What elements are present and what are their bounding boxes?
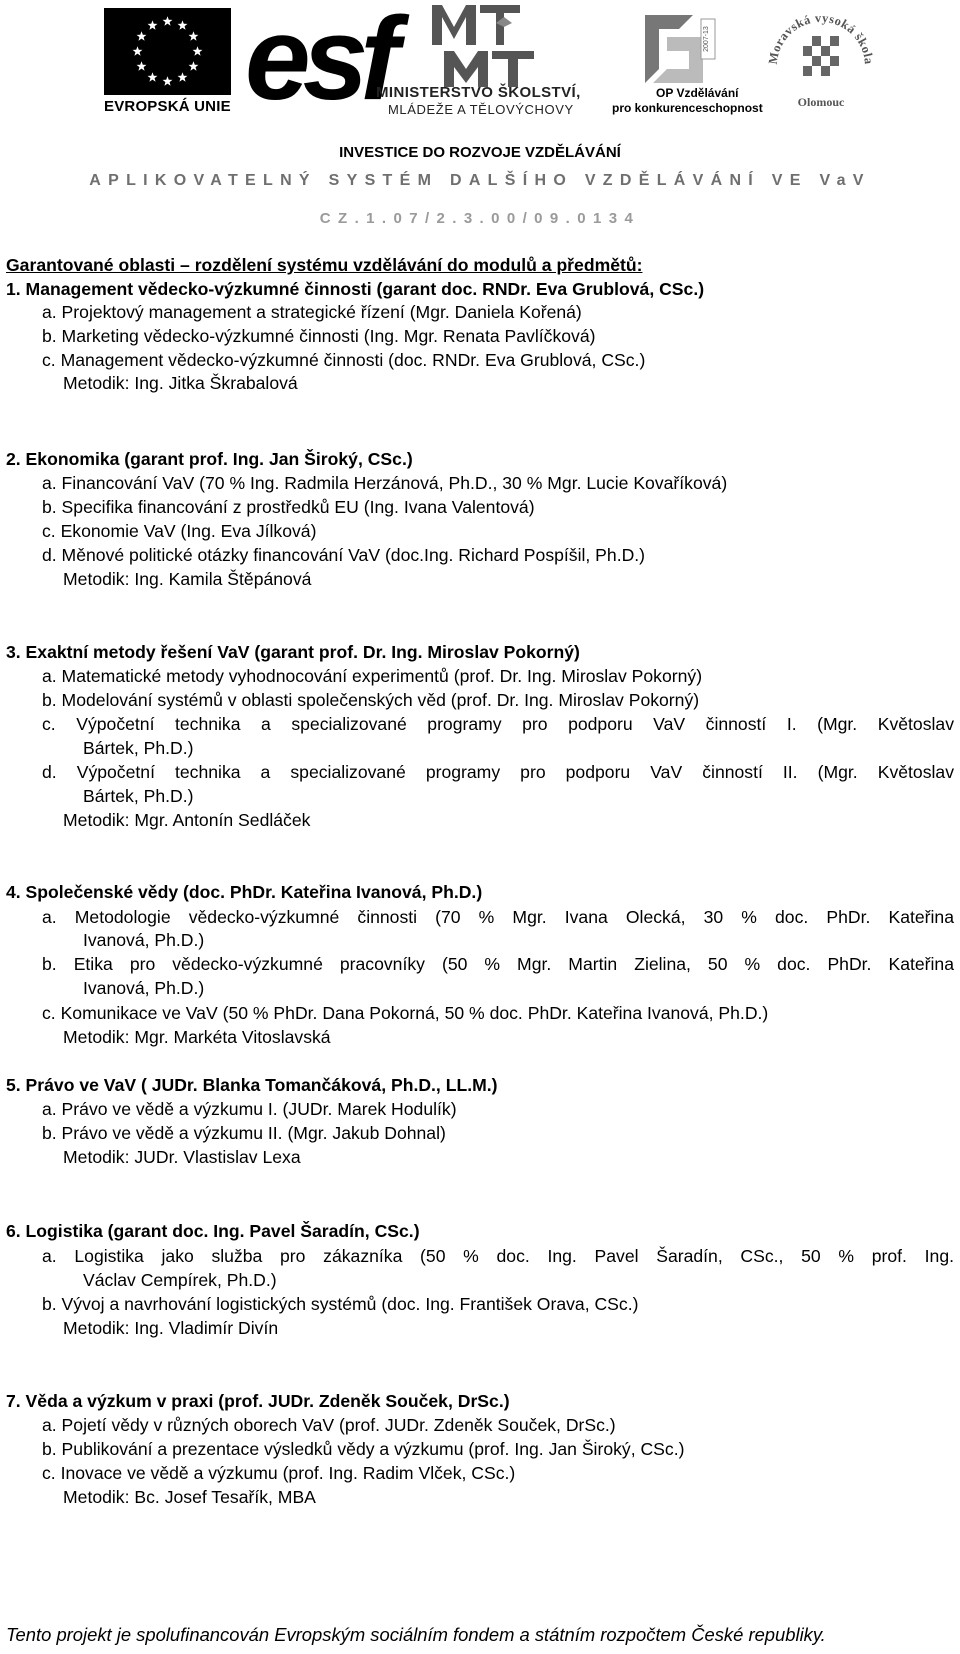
section-5-metodik: Metodik: JUDr. Vlastislav Lexa [63,1147,301,1167]
section-1-item-c: c. Management vědecko-výzkumné činnosti (doc. RNDr. Eva Grublová, CSc.) [42,350,646,370]
section-3-item-d: d. Výpočetní technika a specializované programy pro podporu VaV činností II. (Mgr. Květoslav [42,762,954,782]
section-6-metodik: Metodik: Ing. Vladimír Divín [63,1318,279,1338]
university-seal-icon [763,4,879,114]
msmt-logo-icon [430,5,540,87]
section-1-item-b: b. Marketing vědecko-výzkumné činnosti (Ing. Mgr. Renata Pavlíčková) [42,326,596,346]
section-4-item-a-cont: Ivanová, Ph.D.) [83,930,205,950]
section-2-item-b: b. Specifika financování z prostředků EU (Ing. Ivana Valentová) [42,497,535,517]
section-7-item-c: c. Inovace ve vědě a výzkumu (prof. Ing. Radim Vlček, CSc.) [42,1463,516,1483]
section-2-item-c: c. Ekonomie VaV (Ing. Eva Jílková) [42,521,317,541]
section-5-item-b: b. Právo ve vědě a výzkumu II. (Mgr. Jakub Dohnal) [42,1123,446,1143]
section-6-item-b: b. Vývoj a navrhování logistických systémů (doc. Ing. František Orava, CSc.) [42,1294,639,1314]
section-3-item-c-cont: Bártek, Ph.D.) [83,738,194,758]
section-2-metodik: Metodik: Ing. Kamila Štěpánová [63,569,312,589]
esf-logo: esf [245,0,392,125]
section-4-title: 4. Společenské vědy (doc. PhDr. Kateřina Ivanová, Ph.D.) [6,882,483,902]
section-1-metodik: Metodik: Ing. Jitka Škrabalová [63,373,298,393]
section-3-metodik: Metodik: Mgr. Antonín Sedláček [63,810,311,830]
logo-header [0,0,960,130]
section-7-title: 7. Věda a výzkum v praxi (prof. JUDr. Zdeněk Souček, DrSc.) [6,1391,510,1411]
section-5-item-a: a. Právo ve vědě a výzkumu I. (JUDr. Marek Hodulík) [42,1099,457,1119]
svg-text:Olomouc: Olomouc [797,95,845,109]
op-badge-text: 2007-13 [703,26,710,52]
section-2-item-a: a. Financování VaV (70 % Ing. Radmila Herzánová, Ph.D., 30 % Mgr. Lucie Kovaříková) [42,473,728,493]
section-1-title: 1. Management vědecko-výzkumné činnosti (garant doc. RNDr. Eva Grublová, CSc.) [6,279,705,299]
eu-flag-icon [104,8,231,95]
program-title: INVESTICE DO ROZVOJE VZDĚLÁVÁNÍ [339,144,621,161]
msmt-line-2: MLÁDEŽE A TĚLOVÝCHOVY [388,102,574,117]
section-3-item-b: b. Modelování systémů v oblasti společenských věd (prof. Dr. Ing. Miroslav Pokorný) [42,690,700,710]
doc-heading: Garantované oblasti – rozdělení systému vzdělávání do modulů a předmětů: [6,255,643,275]
footer-note: Tento projekt je spolufinancován Evropským sociálním fondem a státním rozpočtem České republiky. [6,1624,826,1645]
op-line-1: OP Vzdělávání [656,86,739,100]
section-3-title: 3. Exaktní metody řešení VaV (garant prof. Dr. Ing. Miroslav Pokorný) [6,642,580,662]
section-6-item-a: a. Logistika jako služba pro zákazníka (50 % doc. Ing. Pavel Šaradín, CSc., 50 % prof. Ing. [42,1246,954,1266]
section-3-item-d-cont: Bártek, Ph.D.) [83,786,194,806]
seal-text: Moravská vysoká škola [765,10,877,66]
eu-caption: EVROPSKÁ UNIE [104,98,231,115]
section-5-title: 5. Právo ve VaV ( JUDr. Blanka Tomančáková, Ph.D., LL.M.) [6,1075,498,1095]
op-logo-icon [641,13,719,85]
section-7-item-b: b. Publikování a prezentace výsledků vědy a výzkumu (prof. Ing. Jan Široký, CSc.) [42,1439,685,1459]
program-code: CZ.1.07/2.3.00/09.0134 [319,210,641,227]
msmt-line-1: MINISTERSTVO ŠKOLSTVÍ, [376,84,581,101]
section-3-item-a: a. Matematické metody vyhodnocování experimentů (prof. Dr. Ing. Miroslav Pokorný) [42,666,703,686]
section-1-item-a: a. Projektový management a strategické řízení (Mgr. Daniela Kořená) [42,302,582,322]
section-6-title: 6. Logistika (garant doc. Ing. Pavel Šaradín, CSc.) [6,1221,420,1241]
section-3-item-c: c. Výpočetní technika a specializované programy pro podporu VaV činností I. (Mgr. Květoslav [42,714,954,734]
section-4-item-c: c. Komunikace ve VaV (50 % PhDr. Dana Pokorná, 50 % doc. PhDr. Kateřina Ivanová, Ph.D.) [42,1003,769,1023]
op-line-2: pro konkurenceschopnost [612,101,763,115]
program-subtitle: APLIKOVATELNÝ SYSTÉM DALŠÍHO VZDĚLÁVÁNÍ VE VaV [89,172,871,189]
section-2-title: 2. Ekonomika (garant prof. Ing. Jan Široký, CSc.) [6,449,413,469]
section-7-item-a: a. Pojetí vědy v různých oborech VaV (prof. JUDr. Zdeněk Souček, DrSc.) [42,1415,616,1435]
section-4-item-a: a. Metodologie vědecko-výzkumné činnosti (70 % Mgr. Ivana Olecká, 30 % doc. PhDr. Kateřina [42,907,954,927]
section-6-item-a-cont: Václav Cempírek, Ph.D.) [83,1270,277,1290]
section-2-item-d: d. Měnové politické otázky financování VaV (doc.Ing. Richard Pospíšil, Ph.D.) [42,545,646,565]
section-7-metodik: Metodik: Bc. Josef Tesařík, MBA [63,1487,316,1507]
section-4-metodik: Metodik: Mgr. Markéta Vitoslavská [63,1027,331,1047]
section-4-item-b: b. Etika pro vědecko-výzkumné pracovníky (50 % Mgr. Martin Zielina, 50 % doc. PhDr. Kateřina [42,954,954,974]
section-4-item-b-cont: Ivanová, Ph.D.) [83,978,205,998]
